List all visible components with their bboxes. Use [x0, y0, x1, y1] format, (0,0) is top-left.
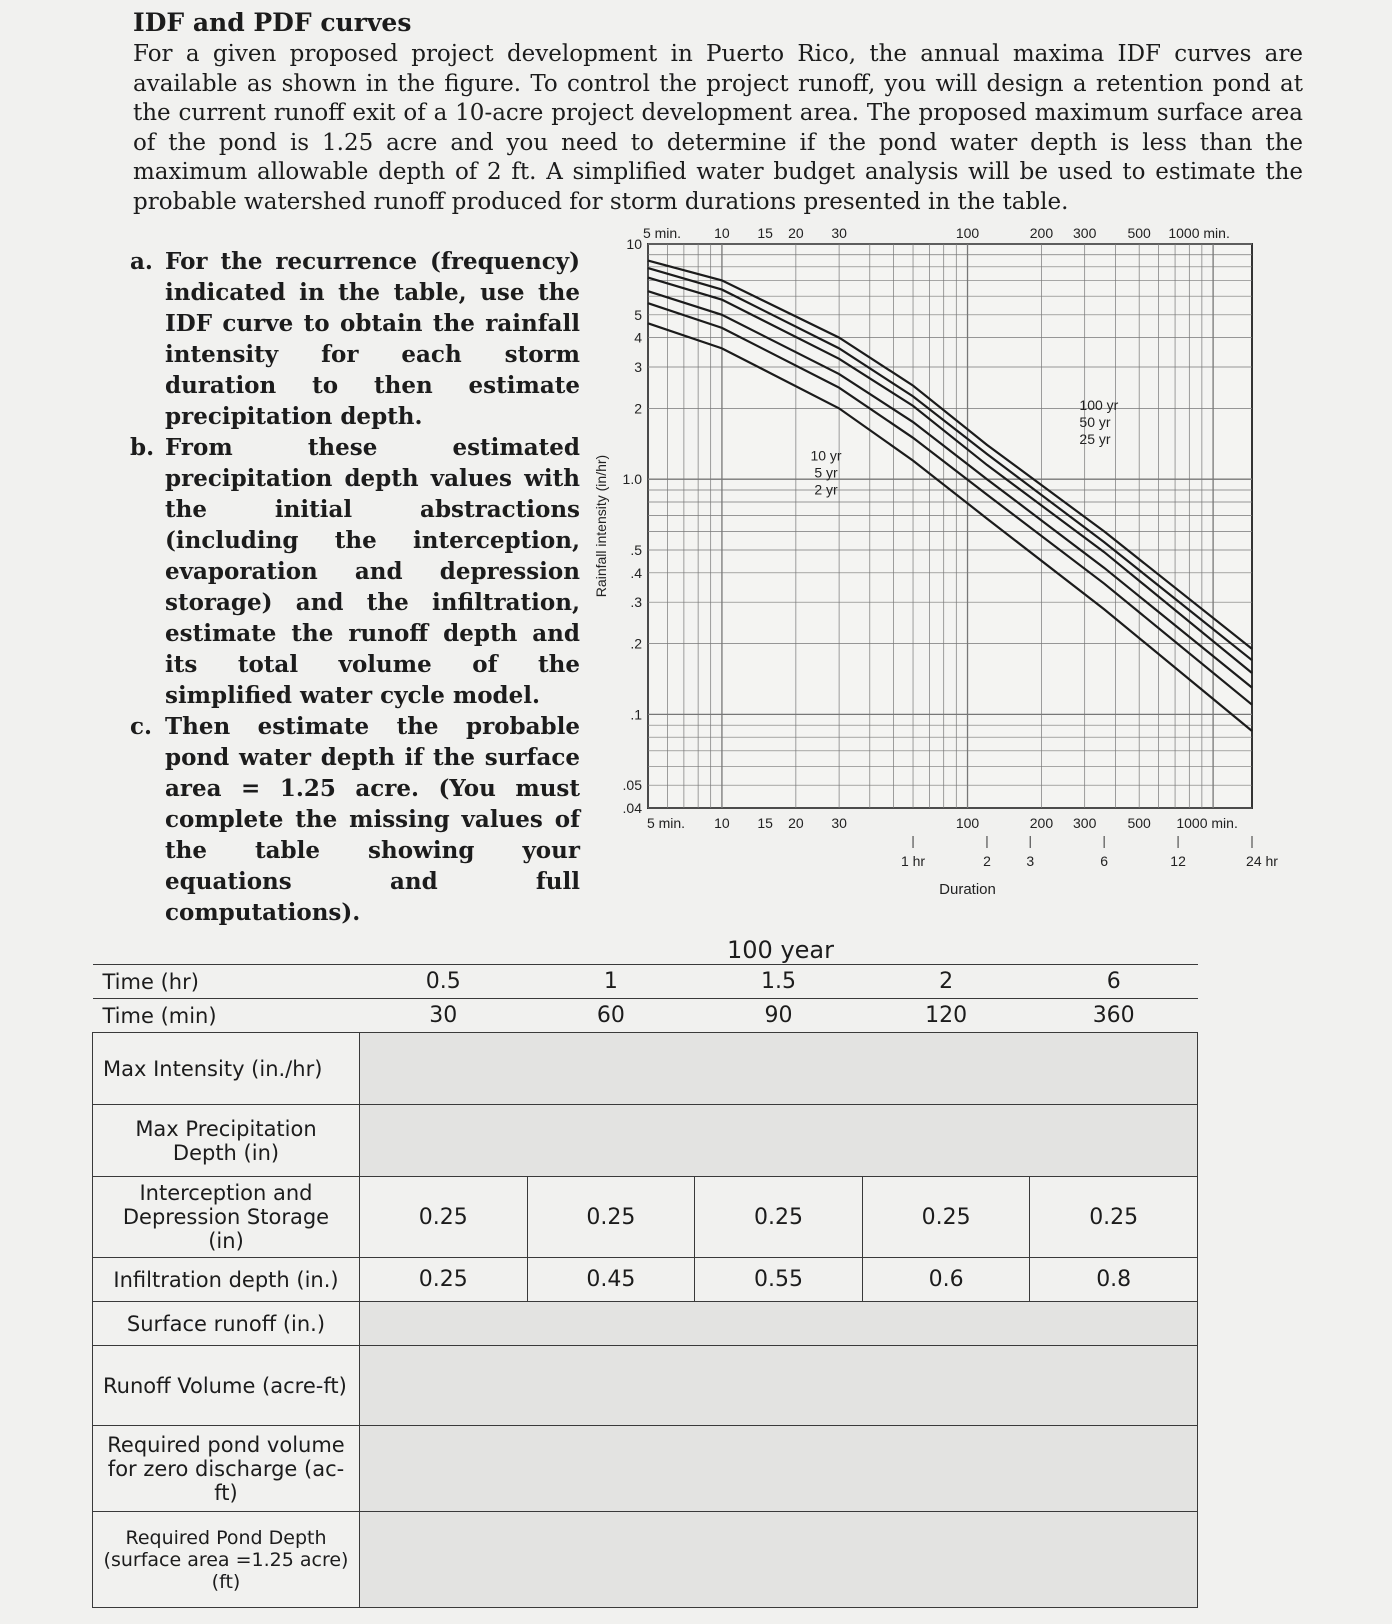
cell: 0.5 [360, 965, 528, 999]
x-top-tick-label: 100 [955, 225, 980, 241]
y-tick-label: .5 [630, 542, 642, 559]
table-row [93, 999, 1198, 1033]
required-volume-label: Required pond volume for zero discharge (ac-ft) [93, 1426, 360, 1512]
table-row [93, 965, 1198, 999]
blank-cell[interactable] [360, 1346, 1198, 1426]
time-min-label: Time (min) [93, 999, 360, 1033]
table-row [93, 1512, 1198, 1608]
cell: 0.45 [527, 1258, 695, 1302]
x-hour-tick-label: 1 hr [900, 853, 926, 869]
x-top-tick-label: 10 [714, 225, 730, 241]
runoff-volume-label: Runoff Volume (acre-ft) [93, 1346, 360, 1426]
x-top-tick-label: 1000 min. [1168, 225, 1230, 241]
x-hour-tick-label: 12 [1170, 853, 1186, 869]
curve-annotation: 50 yr [1079, 413, 1111, 430]
cell: 0.25 [527, 1177, 695, 1258]
max-precip-label: Max Precipitation Depth (in) [93, 1105, 360, 1177]
x-bottom-tick-label: 1000 min. [1176, 815, 1238, 831]
table-row [93, 1346, 1198, 1426]
page-title: IDF and PDF curves [133, 8, 412, 37]
cell: 0.55 [695, 1258, 863, 1302]
blank-cell[interactable] [360, 1512, 1198, 1608]
y-tick-label: 3 [634, 358, 642, 375]
curve-annotation: 100 yr [1079, 396, 1119, 413]
blank-cell[interactable] [360, 1302, 1198, 1346]
x-axis-label: Duration [939, 881, 996, 898]
cell: 120 [862, 999, 1030, 1033]
y-tick-label: .3 [630, 594, 642, 611]
question-label: c. [130, 713, 153, 740]
cell: 30 [360, 999, 528, 1033]
time-hr-label: Time (hr) [93, 965, 360, 999]
y-tick-label: .2 [630, 635, 642, 652]
interception-label: Interception and Depression Storage (in) [93, 1177, 360, 1258]
question-label: b. [130, 434, 155, 461]
x-bottom-tick-label: 15 [757, 815, 773, 831]
x-bottom-tick-label: 10 [714, 815, 730, 831]
infiltration-label: Infiltration depth (in.) [93, 1258, 360, 1302]
surface-runoff-label: Surface runoff (in.) [93, 1302, 360, 1346]
y-tick-label: 2 [634, 400, 642, 417]
idf-chart [593, 210, 1320, 910]
required-depth-label: Required Pond Depth (surface area =1.25 acre) (ft) [93, 1512, 360, 1608]
cell: 60 [527, 999, 695, 1033]
y-tick-label: .4 [630, 564, 642, 581]
x-top-tick-label: 500 [1127, 225, 1151, 241]
x-top-tick-label: 30 [831, 225, 847, 241]
results-table [92, 964, 1198, 1608]
question-text: For the recurrence (frequency) indicated in the table, use the IDF curve to obtain the rainfall intensity for each storm duration to then estimate precipitation depth. [165, 248, 580, 430]
x-bottom-tick-label: 500 [1127, 815, 1151, 831]
table-row [93, 1105, 1198, 1177]
y-tick-label: 10 [626, 236, 642, 252]
y-tick-label: .04 [622, 800, 642, 816]
x-bottom-tick-label: 20 [788, 815, 804, 831]
curve-annotation: 25 yr [1079, 430, 1111, 447]
table-row [93, 1033, 1198, 1105]
plot-frame [648, 244, 1252, 808]
table-row [93, 1302, 1198, 1346]
blank-cell[interactable] [360, 1033, 1198, 1105]
x-top-tick-label: 20 [788, 225, 804, 241]
max-intensity-label: Max Intensity (in./hr) [93, 1033, 360, 1105]
y-tick-label: 5 [634, 306, 642, 323]
cell: 0.25 [1030, 1177, 1198, 1258]
curve-annotation: 2 yr [814, 481, 838, 498]
cell: 1.5 [695, 965, 863, 999]
x-top-tick-label: 300 [1073, 225, 1097, 241]
cell: 0.8 [1030, 1258, 1198, 1302]
x-bottom-tick-label: 5 min. [646, 815, 686, 831]
table-row [93, 1258, 1198, 1302]
cell: 360 [1030, 999, 1198, 1033]
x-top-tick-label: 15 [757, 225, 773, 241]
table-row [93, 1426, 1198, 1512]
blank-cell[interactable] [360, 1426, 1198, 1512]
x-bottom-tick-label: 200 [1029, 815, 1054, 831]
y-tick-label: .05 [622, 777, 642, 794]
y-tick-label: .1 [630, 706, 642, 723]
cell: 0.25 [360, 1177, 528, 1258]
x-hour-tick-label: 2 [983, 853, 991, 869]
question-a [130, 246, 580, 432]
question-text: From these estimated precipitation depth values with the initial abstractions (including the interception, evaporation and depression storage) and the infiltration, estimate the runoff depth and its total volume of the simplified water cycle model. [165, 434, 580, 709]
x-hour-tick-label: 6 [1100, 853, 1109, 869]
x-hour-tick-label: 24 hr [1246, 853, 1278, 869]
x-top-tick-label: 5 min. [642, 225, 682, 241]
x-bottom-tick-label: 30 [831, 815, 847, 831]
cell: 0.25 [695, 1177, 863, 1258]
question-b [130, 432, 580, 711]
x-hour-tick-label: 3 [1026, 853, 1035, 869]
x-bottom-tick-label: 100 [955, 815, 980, 831]
x-bottom-tick-label: 300 [1073, 815, 1097, 831]
curve-annotation: 10 yr [810, 447, 842, 464]
question-text: Then estimate the probable pond water depth if the surface area = 1.25 acre. (You must complete the missing values of the table showing your equations and full computations). [165, 713, 580, 926]
cell: 0.6 [862, 1258, 1030, 1302]
curve-annotation: 5 yr [814, 464, 838, 481]
x-top-tick-label: 200 [1029, 225, 1054, 241]
blank-cell[interactable] [360, 1105, 1198, 1177]
cell: 90 [695, 999, 863, 1033]
y-tick-label: 4 [634, 329, 642, 346]
cell: 0.25 [862, 1177, 1030, 1258]
table-row [93, 1177, 1198, 1258]
y-tick-label: 1.0 [622, 471, 642, 488]
question-list [130, 246, 580, 928]
table-caption: 100 year [727, 936, 834, 964]
intro-paragraph: For a given proposed project development in Puerto Rico, the annual maxima IDF curves are available as shown in the figure. To control the project runoff, you will design a retention pond at the current runoff exit of a 10-acre project development area. The proposed maximum surface area of the pond is 1.25 acre and you need to determine if the pond water depth is less than the maximum allowable depth of 2 ft. A simplified water budget analysis will be used to estimate the probable watershed runoff produced for storm durations presented in the table. [133, 41, 1303, 215]
question-label: a. [130, 248, 153, 275]
cell: 6 [1030, 965, 1198, 999]
cell: 1 [527, 965, 695, 999]
y-axis-label: Rainfall intensity (in/hr) [593, 454, 609, 598]
question-c [130, 711, 580, 928]
cell: 0.25 [360, 1258, 528, 1302]
cell: 2 [862, 965, 1030, 999]
